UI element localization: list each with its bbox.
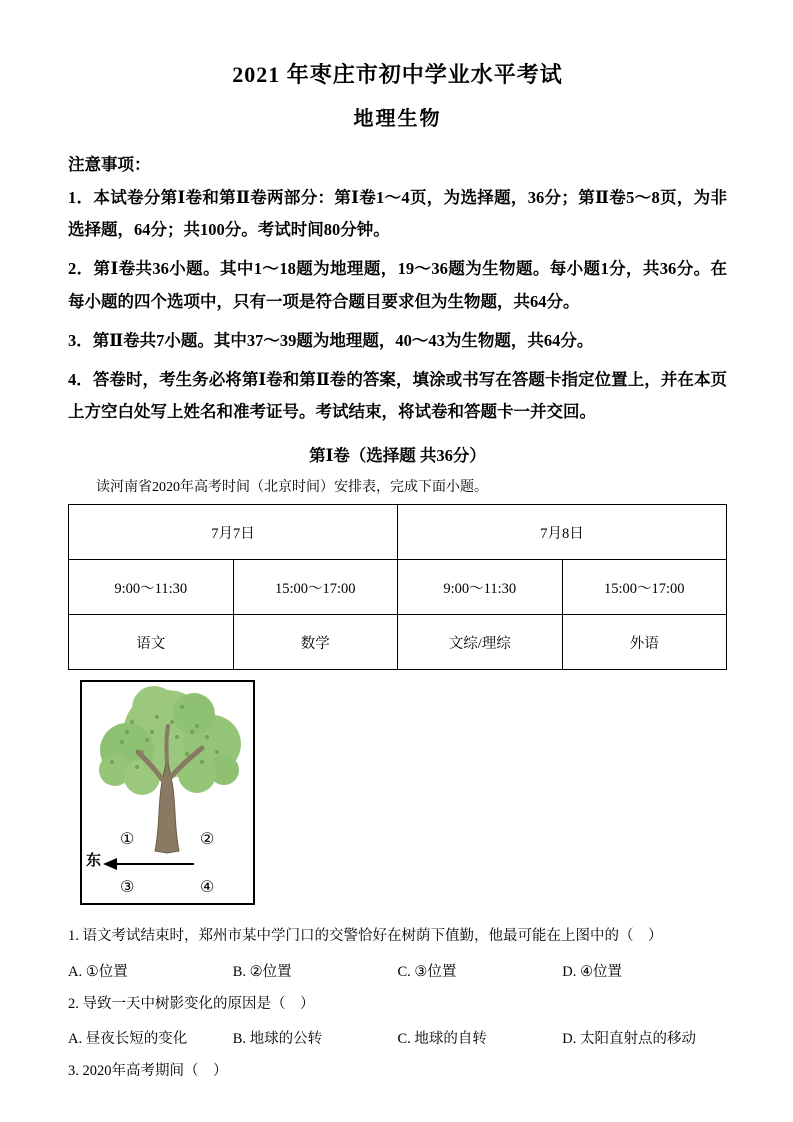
question-3: [68, 1060, 727, 1082]
day2-header-cell: 7月8日: [398, 505, 727, 560]
question-1-options: [68, 960, 727, 981]
east-arrow-icon: [103, 858, 194, 870]
schedule-table: [68, 504, 727, 670]
subject-cell: 语文: [69, 615, 234, 670]
question-1: [68, 925, 727, 980]
time-cell: 9:00～11:30: [398, 560, 563, 615]
option-c: C. 地球的自转: [397, 1031, 487, 1048]
question-3-text: 3. 2020年高考期间（ ）: [68, 1063, 228, 1080]
passage-intro: 读河南省2020年高考时间（北京时间）安排表，完成下面小题。: [96, 480, 488, 496]
option-d: D. ④位置: [562, 963, 622, 980]
position-3-label: ③: [120, 879, 135, 897]
position-2-label: ②: [200, 831, 215, 849]
exam-subtitle: 地理生物: [353, 108, 442, 130]
question-2-text: 2. 导致一天中树影变化的原因是（ ）: [68, 995, 315, 1012]
notice-item-1: 1．本试卷分第Ⅰ卷和第Ⅱ卷两部分：第Ⅰ卷1～4页，为选择题，36分；第Ⅱ卷5～8页，为非选择题，64分；共100分。考试时间80分钟。: [68, 188, 727, 240]
east-label: 东: [86, 853, 102, 870]
question-1-text: 1. 语文考试结束时，郑州市某中学门口的交警恰好在树荫下值勤，他最可能在上图中的（ ）: [68, 928, 663, 945]
subject-cell: 数学: [233, 615, 398, 670]
position-1-label: ①: [120, 831, 135, 849]
question-2-options: [68, 1027, 727, 1048]
option-a: A. ①位置: [68, 963, 128, 980]
table-row-subjects: [69, 615, 727, 670]
exam-title: 2021 年枣庄市初中学业水平考试: [232, 62, 563, 87]
notice-item-3: 3．第Ⅱ卷共7小题。其中37～39题为地理题，40～43为生物题，共64分。: [68, 330, 594, 350]
section-heading: 第Ⅰ卷（选择题 共36分）: [309, 446, 486, 466]
time-cell: 15:00～17:00: [562, 560, 727, 615]
option-b: B. ②位置: [232, 963, 292, 980]
option-a: A. 昼夜长短的变化: [68, 1031, 188, 1048]
time-cell: 9:00～11:30: [69, 560, 234, 615]
notice-heading: 注意事项：: [68, 155, 151, 174]
option-c: C. ③位置: [397, 963, 457, 980]
table-row-days: [69, 505, 727, 560]
position-4-label: ④: [200, 879, 215, 897]
tree-figure: [80, 680, 255, 905]
tree-illustration: [82, 682, 253, 903]
notice-item-4: 4．答卷时，考生务必将第Ⅰ卷和第Ⅱ卷的答案，填涂或书写在答题卡指定位置上，并在本页上方空白处写上姓名和准考证号。考试结束，将试卷和答题卡一并交回。: [68, 369, 727, 422]
option-d: D. 太阳直射点的移动: [562, 1031, 696, 1048]
notice-item-2: 2．第Ⅰ卷共36小题。其中1～18题为地理题，19～36题为生物题。每小题1分，共36分。在每小题的四个选项中，只有一项是符合题目要求但为生物题，共64分。: [68, 259, 727, 311]
day1-header-cell: 7月7日: [69, 505, 398, 560]
question-2: [68, 993, 727, 1048]
subject-cell: 文综/理综: [398, 615, 563, 670]
time-cell: 15:00～17:00: [233, 560, 398, 615]
option-b: B. 地球的公转: [232, 1031, 323, 1048]
subject-cell: 外语: [562, 615, 727, 670]
table-row-times: [69, 560, 727, 615]
